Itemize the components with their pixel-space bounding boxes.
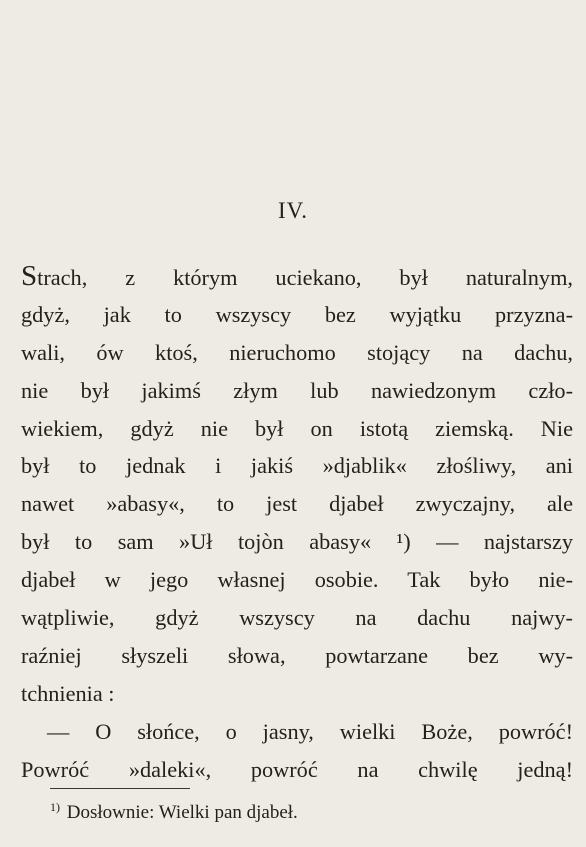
body-text [21,258,573,788]
footnote-divider [50,788,190,789]
text-line: wątpliwie, gdyż wszyscy na dachu najwy- [21,605,573,631]
text-line: tchnienia : [21,680,115,706]
text-line: był to jednak i jakiś »djablik« złośliwy, ani [21,453,573,479]
text-line: był to sam »Uł tojòn abasy« ¹) — najstarszy [21,529,573,555]
text-line: nawet »abasy«, to jest djabeł zwyczajny, ale [21,491,573,517]
footnote-text: Dosłownie: Wielki pan djabeł. [66,802,298,823]
text-line: wali, ów ktoś, nieruchomo stojący na dachu, [21,339,573,365]
text-line: gdyż, jak to wszyscy bez wyjątku przyzna- [21,301,573,327]
text-line: djabeł w jego własnej osobie. Tak było nie- [21,567,573,593]
text-line [21,258,573,296]
text-line: — O słońce, o jasny, wielki Boże, powróć! [47,718,573,744]
footnote [50,800,298,824]
footnote-marker: 1) [50,800,60,814]
chapter-heading: IV. [277,198,309,223]
text-line-content: trach, z którym uciekano, był naturalnym, [37,265,573,290]
initial-letter: S [21,260,38,292]
text-line: raźniej słyszeli słowa, powtarzane bez wy- [21,642,573,668]
text-line: Powróć »daleki«, powróć na chwilę jedną! [21,756,573,782]
text-line: wiekiem, gdyż nie był on istotą ziemską. Nie [21,415,573,441]
text-line: nie był jakimś złym lub nawiedzonym czło- [21,377,573,403]
